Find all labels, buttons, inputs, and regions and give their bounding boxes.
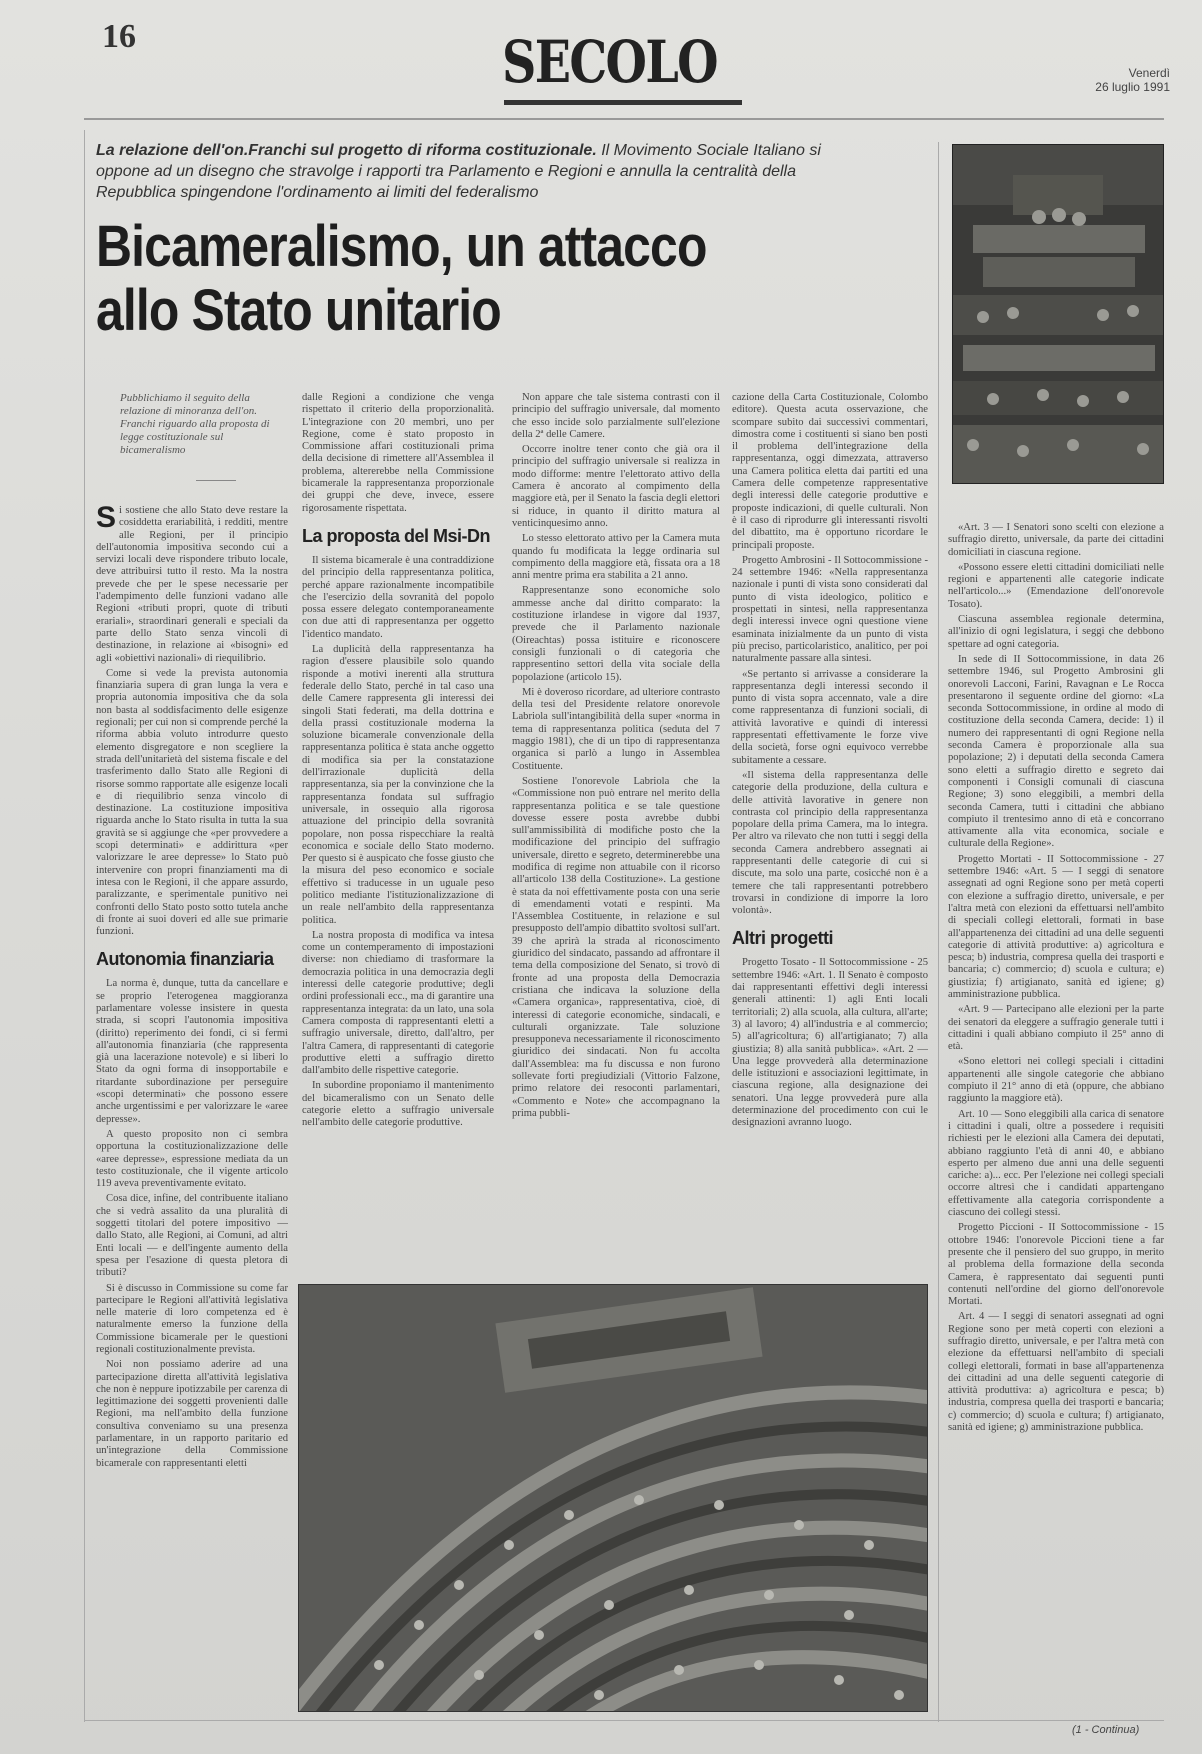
bottom-rule — [84, 1720, 1164, 1721]
section-heading-altri-progetti: Altri progetti — [732, 928, 833, 949]
col5-paragraph-4: In sede di II Sottocommissione, in data 26 settembre 1946, sul Progetto Ambrosini gli onorevoli Lacconi, Farini, Ravagnan e Le Rocca presentarono il seguente ordine del giorno: «La seconda Sottocommissione, in ordine al modo di costituzione della seconda Camera, decide: 1) il numero dei rappresentanti di ogni Regione nella seconda Camera è proporzionale alla sua popolazione; 2) i deputati della seconda Camera sono eletti a suffragio diretto e segreto dai componenti i Consigli comunali di ciascuna Regione; 3) sono eleggibili, a membri della seconda Camera, tutti i cittadini che abbiano compiuto il trentesimo anno di età e concorrano attivamente alla vita economica, sociale e culturale della Regione». — [948, 653, 1164, 850]
col4-paragraph-1: cazione della Carta Costituzionale, Colombo editore). Questa acuta osservazione, che scompare subito dai successivi commentari, dimostra come i costituenti si siano ben posti il problema dell'integrazione della rappresentanza, oggi dimezzata, attraverso una Camera politica eletta dai partiti ed una Camera delle competenze rappresentative degli interessi delle categorie produttive e proposte indicazioni, di quelle culturali. Non è il caso di riprodurre gli interessanti risvolti del dibattito, ma è opportuno ricordare le principali proposte. — [732, 392, 928, 551]
section-heading-autonomia: Autonomia finanziaria — [96, 949, 274, 970]
col3-paragraph-1: Non appare che tale sistema contrasti con il principio del suffragio universale, dal momento che esso incide solo parzialmente sull'elezione della 2ª delle Camere. — [512, 392, 720, 440]
col5-paragraph-2: «Possono essere eletti cittadini domiciliati nelle regioni e appartenenti alle categorie indicate nell'articolo...» (Emendazione dell'onorevole Tosato). — [948, 561, 1164, 610]
subhead-rest: Il Movimento Sociale Italiano si oppone ad un disegno che stravolge i rapporti tra Parlamento e Regioni e annulla la centralità della Repubblica spingendone l'ordinamento ai limiti del federalismo — [96, 142, 821, 201]
col1-paragraph-3: La norma è, dunque, tutta da cancellare e se proprio l'eterogenea maggioranza parlamentare volesse insistere in questa strada, si scopri l'autonomia impositiva (diritto) reperimento dei fondi, ci si fermi all'autonomia finanziaria (che rappresenta già una lacerazione notevole) e si liberi lo Stato da ogni forma di insopportabile e ritardante subordinazione per perseguire «scopi determinati» che possono essere anche urgentissimi e per valorizzare le «aree depresse». — [96, 978, 288, 1125]
col5-paragraph-7: «Sono elettori nei collegi speciali i cittadini appartenenti alle singole categorie che abbiano compiuto il 21° anno di età (oppure, che abbiano raggiunto la maggiore età). — [948, 1056, 1164, 1105]
col1-paragraph-1: i sostiene che allo Stato deve restare la cosiddetta erariabilità, i redditi, mentre alle Regioni, per il principio dell'autonomia impositiva secondo cui a servizi locali deve rispondere tributo locale, deve attribuirsi tutto il resto. Ma la nostra prevede che per le spese necessarie per l'adempimento delle funzioni vadano alle Regioni «tributi propri, quote di tributi erariali», straordinari generali e speciali da parte dello Stato senza vincoli di destinazione, in relazione ai «bisogni» ed agli «obiettivi nazionali» di riequilibrio. — [96, 505, 288, 664]
col2-paragraph-4: La nostra proposta di modifica va intesa come un contemperamento di impostazioni diverse: non chiediamo di trasformare la democrazia politica in una democrazia degli interessi delle categorie produttive; degli ordini professionali ecc., ma di garantire una rappresentanza integrata: da un lato, una sola Camera composta di rappresentanti eletti a suffragio universale, diretto, dall'altro, per l'altra Camera, di rappresentanti di categorie produttive eletti a suffragio diretto dall'ambito delle rispettive categorie. — [302, 929, 494, 1077]
col3-paragraph-4: Rappresentanze sono economiche solo ammesse anche dal diritto comparato: la costituzione irlandese in vigore dal 1937, prevede che il Parlamento nazionale (Oireachtas) possa istituire e riconoscere consigli funzionali o di categoria che rappresentino settori della vita sociale della popolazione (articolo 15). — [512, 585, 720, 683]
col5-paragraph-6: «Art. 9 — Partecipano alle elezioni per la parte dei senatori da eleggere a suffragio generale tutti i cittadini i quali abbiano compiuto il 25° anno di età. — [948, 1004, 1164, 1053]
drop-cap: S — [96, 505, 117, 534]
col1-paragraph-5: Cosa dice, infine, del contribuente italiano che si vedrà assalito da una pluralità di soggetti titolari del potere impositivo — dallo Stato, alle Regioni, ai Comuni, ad altri Enti locali — e dell'ingente aumento della spesa per l'esazione di questa pletora di tributi? — [96, 1193, 288, 1279]
col5-paragraph-8: Art. 10 — Sono eleggibili alla carica di senatore i cittadini i quali, oltre a possedere i requisiti richiesti per le elezioni alla Camera dei deputati, abbiano raggiunto l'età di anni 40, e abbiano esperto per almeno due anni una delle seguenti cariche: a)... ecc. Per l'elezione nei collegi speciali occorre altresì che i candidati appartengano effettivamente alla categoria corrispondente a ciascuno dei collegi stessi. — [948, 1108, 1164, 1219]
date-weekday: Venerdì — [1128, 66, 1170, 80]
col3-paragraph-6: Sostiene l'onorevole Labriola che la «Commissione non può entrare nel merito della rappresentanza politica e se tale questione dovesse essere posta avrebbe dubbi sull'ammissibilità di modifiche posto che la modificazione del principio del suffragio universale, diretto e segreto, determinerebbe una modifica di regime non attuabile con il ricorso all'articolo 138 della Costituzione». La gestione è stata da noi effettivamente posta con una serie di emendamenti votati e respinti. Ma l'Assemblea Costituente, in relazione e sul presupposto dell'ampio dibattito svoltosi sull'art. 39 che aprirà la strada al riconoscimento giuridico del sindacato, passando ad affrontare il tema della composizione del Senato, si trovò di fronte ad una proposta della Democrazia cristiana che indicava la soluzione della «Camera organica», rappresentativa, cioè, di interessi di categorie economiche, sindacali, e culturali organizzate. Tale soluzione presupponeva necessariamente il riconoscimento giuridico dei sindacati. Non fu accolta dall'Assemblea: ma fu discussa e non furono sollevate forti pregiudiziali (Vittorio Falzone, primo relatore dei resoconti parlamentari, «Commento e Note» che accompagnano la prima pubbli- — [512, 775, 720, 1119]
date-full: 26 luglio 1991 — [1095, 80, 1170, 94]
col2-paragraph-5: In subordine proponiamo il mantenimento del bicameralismo con un Senato delle categorie eletto a suffragio universale nell'ambito delle categorie produttive. — [302, 1080, 494, 1129]
page-number: 16 — [102, 18, 136, 55]
article-column-1 — [96, 505, 288, 1715]
headline-line-2: allo Stato unitario — [96, 278, 501, 343]
article-intro: Pubblichiamo il seguito della relazione di minoranza dell'on. Franchi riguardo alla proposta di legge costituzionale sul bicameralismo — [120, 392, 270, 456]
parliament-photo-small — [952, 144, 1164, 484]
col1-paragraph-7: Noi non possiamo aderire ad una partecipazione diretta all'attività legislativa che non è neppure ipotizzabile per carenza di legittimazione dei soggetti provenienti dalle Regioni, ma nell'ambito della funzione consultiva conveniamo su una presenza parlamentare, in un rapporto paritario ed un'integrazione della Commissione bicamerale con rappresentanti eletti — [96, 1359, 288, 1469]
column-rule — [938, 142, 939, 1722]
col5-paragraph-9: Progetto Piccioni - II Sottocommissione - 15 ottobre 1946: l'onorevole Piccioni tiene a far presente che il pensiero del suo gruppo, in merito al problema della formazione della seconda Camera, è rappresentato dai seguenti punti contenuti nell'ordine del giorno dell'onorevole Mortati. — [948, 1222, 1164, 1308]
article-column-3 — [512, 392, 720, 1272]
col4-paragraph-4: «Il sistema della rappresentanza delle categorie della produzione, della cultura e delle attività lavorative in genere non contrasta col principio della rappresentanza popolare della prima Camera, ma lo integra. Per altro va rilevato che non tutti i seggi della seconda Camera andrebbero assegnati ai rappresentanti delle categorie di cui si discute, ma solo una parte, cosicché non è a temere che tali rappresentanti potrebbero trovarsi in condizione di imporre la loro volontà». — [732, 769, 928, 917]
continued-note: (1 - Continua) — [1072, 1724, 1140, 1736]
col3-paragraph-2: Occorre inoltre tener conto che già ora il principio del suffragio universale si realizza in modo difforme: mentre l'elettorato attivo della Camera è ancorato al compimento della maggiore età, per il Senato la fascia degli elettori si riduce, in quanto il diritto matura al venticinquesimo anno. — [512, 444, 720, 529]
section-heading-proposta: La proposta del Msi-Dn — [302, 525, 491, 546]
col1-paragraph-6: Si è discusso in Commissione su come far partecipare le Regioni all'attività legislativa nelle materie di loro competenza ed è naturalmente emerso la funzione della Commissione bicamerale per le questioni regionali costituzionalmente prevista. — [96, 1282, 288, 1355]
article-column-4 — [732, 392, 928, 1272]
col2-paragraph-2: Il sistema bicamerale è una contraddizione del principio della rappresentanza politica, perché appare razionalmente incompatibile che l'esercizio della sovranità del popolo possa essere delegato contemporaneamente con due atti di rappresentanza per oggetto l'identico mandato. — [302, 554, 494, 640]
col4-paragraph-2: Progetto Ambrosini - Il Sottocommissione - 24 settembre 1946: «Nella rappresentanza nazionale i punti di vista sono considerati dal punto di vista ideologico, politico e prospettati in sintesi, nella rappresentanza degli interessi invece ogni questione viene esaminata inizialmente da un punto di vista più preciso, particolaristico, analitico, per poi naturalmente passare alla sintesi. — [732, 554, 928, 665]
masthead-title: SECOLO — [502, 28, 717, 96]
article-subhead — [96, 140, 836, 203]
col5-paragraph-5: Progetto Mortati - II Sottocommissione - 27 settembre 1946: «Art. 5 — I seggi di senatore assegnati ad ogni Regione sono per metà coperti con elezione a suffragio diretto, universale, e per l'altra metà con elezioni da effettuarsi nell'ambito di speciali collegi elettorali, formati in base all'appartenenza dei cittadini ad una delle seguenti categorie di attività produttive: a) agricoltura e pesca; b) industria, compresa quella dei trasporti e bancaria; c) commercio; d) scuola e cultura; e) giustizia; f) artigianato, sanità ed igiene; g) amministrazione pubblica. — [948, 853, 1164, 1000]
col2-paragraph-3: La duplicità della rappresentanza ha ragion d'essere plausibile solo quando risponde a motivi inerenti alla struttura federale dello Stato, perché in tal caso una delle Camere rappresenta gli interessi dei singoli Stati federati, ma della dottrina e della prassi costituzionale moderna la soluzione bicamerale convenzionale della rappresentanza politica è stata anche oggetto di modifica sia per la constatazione dell'irrazionale duplicità della rappresentanza, sia per la convinzione che la rappresentanza fondata sul suffragio universale, in ossequio alla rigorosa attuazione del principio della sovranità popolare, non possa rispecchiare la realtà economica e sociale dello Stato moderno. Per questo si è auspicato che fosse giusto che la misura del peso economico e sociale effettivo si traducesse in un uguale peso politico mediante l'istituzionalizzazione di un reale nell'ambito della rappresentanza politica. — [302, 644, 494, 926]
dateline — [1040, 66, 1170, 94]
subhead-bold: La relazione dell'on.Franchi sul progetto di riforma costituzionale. — [96, 142, 597, 159]
article-column-2 — [302, 392, 494, 1272]
top-rule — [84, 118, 1164, 120]
col4-paragraph-5: Progetto Tosato - Il Sottocommissione - 25 settembre 1946: «Art. 1. Il Senato è composto dai rappresentanti effettivi degli interessi generali attinenti: 1) agli Enti locali territoriali; 2) alla scuola, alla cultura, all'arte; 3) al lavoro; 4) all'industria e al commercio; 5) all'agricoltura; 6) all'artigianato; 7) alla giustizia; 8) alla sanità pubblica». «Art. 2 — Una legge provvederà alla determinazione delle istituzioni e associazioni legittimate, in ciascuna regione, alla designazione dei senatori. Una legge provvederà pure alla determinazione del procedimento con cui le designazioni avranno luogo. — [732, 957, 928, 1129]
col3-paragraph-3: Lo stesso elettorato attivo per la Camera muta quando fu modificata la legge ordinaria sul compimento della maggiore età, fissata ora a 18 anni mentre prima era stabilita a 21 anno. — [512, 533, 720, 582]
col5-paragraph-1: «Art. 3 — I Senatori sono scelti con elezione a suffragio diretto, universale, da parte dei cittadini domiciliati in ciascuna regione. — [948, 522, 1164, 558]
parliament-chamber-photo — [298, 1284, 928, 1712]
masthead-rule — [504, 100, 742, 105]
col3-paragraph-5: Mi è doveroso ricordare, ad ulteriore contrasto della tesi del Presidente relatore onorevole Labriola sull'intangibilità della super «norma in tema di rappresentanza politica (seduta del 7 maggio 1981), che di un tipo di rappresentanza organica si parlò a lungo in Assemblea Costituente. — [512, 686, 720, 772]
intro-rule — [196, 480, 236, 481]
col2-paragraph-1: dalle Regioni a condizione che venga rispettato il criterio della proporzionalità. L'integrazione con 20 membri, uno per Regione, come è stato proposto in Commissione affari costituzionali prima della decisione di rimettere all'Assemblea il problema, altererebbe nella Commissione bicamerale la rappresentanza proporzionale dei gruppi che deve, invece, essere rigorosamente rispettata. — [302, 392, 494, 514]
col5-paragraph-10: Art. 4 — I seggi di senatori assegnati ad ogni Regione sono per metà coperti con elezioni a suffragio diretto, universale, e per l'altra metà con elezione da effettuarsi nell'ambito di speciali collegi elettorali, formati in base all'appartenenza dei cittadini ad una delle seguenti categorie di attività produttiva: a) agricoltura e pesca; b) industria, compresa quella dei trasporti e bancaria; c) commercio; d) scuola e cultura; f) artigianato, sanità ed igiene; g) amministrazione pubblica. — [948, 1311, 1164, 1434]
col1-paragraph-2: Come si vede la prevista autonomia finanziaria supera di gran lunga la vera e propria autonomia impositiva che da sola non basta al soddisfacimento delle esigenze regionali; per cui non si comprende perché la riforma abbia voluto introdurre questo elemento disgregatore e non scegliere la strada dell'unitarietà del sistema fiscale e del trasferimento dallo Stato alle Regioni di risorse sommo rapportate alle esigenze locali e di riequilibrio senza vincolo di destinazione. La costituzione impositiva riguarda anche lo Stato risulta in tutta la sua gravità se si aggiunge che «per provvedere a scopi determinati» e addirittura «per valorizzare le aree depresse» lo Stato può intervenire con propri finanziamenti ma di intesa con le Regioni, il che appare assurdo, paralizzante, e sperimentale punitivo nei confronti dello Stato posto sotto tutela anche di fronte ai suoi doveri ed alle sue primarie funzioni. — [96, 667, 288, 938]
col4-paragraph-3: «Se pertanto si arrivasse a considerare la rappresentanza degli interessi secondo il punto di vista sopra accennato, vale a dire come rappresentanza di funzioni sociali, di attività lavorative e quindi di interessi rappresentati effettivamente le forze vive della società, forse ogni equivoco verrebbe subitamente a cessare. — [732, 668, 928, 766]
article-column-5 — [948, 522, 1164, 1722]
article-headline — [96, 215, 784, 343]
col5-paragraph-3: Ciascuna assemblea regionale determina, all'inizio di ogni legislatura, i seggi che debbono spettare ad ogni categoria. — [948, 614, 1164, 650]
col1-paragraph-4: A questo proposito non ci sembra opportuna la costituzionalizzazione delle «aree depresse», espressione mediata da un testo costituzionale, che il vigente articolo 119 aveva preventivamente evitato. — [96, 1128, 288, 1190]
headline-line-1: Bicameralismo, un attacco — [96, 214, 707, 279]
